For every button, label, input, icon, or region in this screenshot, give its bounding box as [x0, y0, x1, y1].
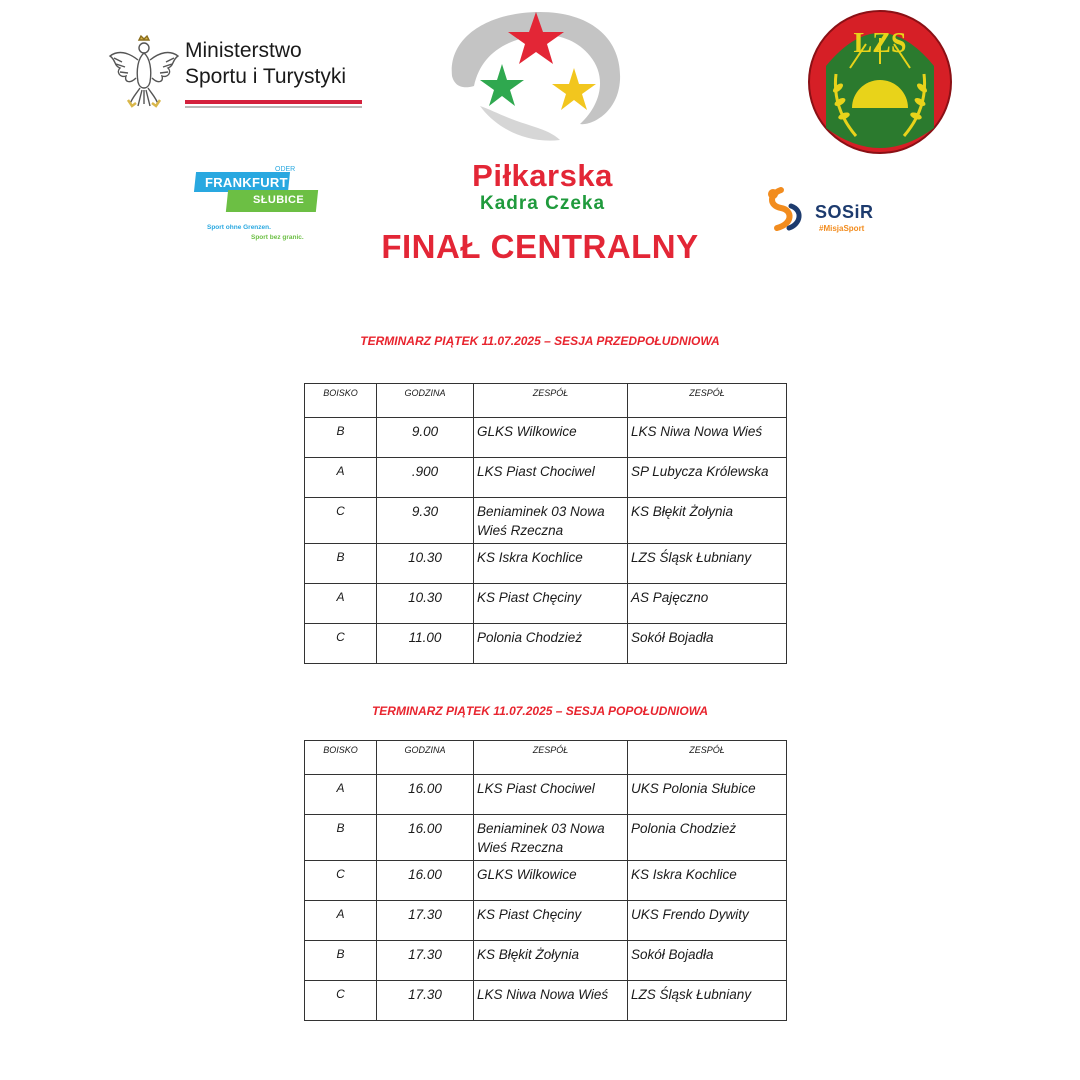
column-header-field: BOISKO [305, 741, 377, 775]
column-header-team-1: ZESPÓŁ [474, 384, 628, 418]
time-cell: 16.00 [377, 815, 474, 861]
team-1-cell: LKS Piast Chociwel [474, 775, 628, 815]
time-cell: 9.00 [377, 418, 474, 458]
time-cell: 10.30 [377, 544, 474, 584]
lzs-letters: LZS [853, 28, 907, 59]
time-cell: .900 [377, 458, 474, 498]
column-header-time: GODZINA [377, 384, 474, 418]
brand-subtitle: Kadra Czeka [479, 193, 606, 214]
team-1-cell: Beniaminek 03 Nowa Wieś Rzeczna [474, 815, 628, 861]
field-cell: C [305, 498, 377, 544]
column-header-field: BOISKO [305, 384, 377, 418]
team-2-cell: LKS Niwa Nowa Wieś [628, 418, 787, 458]
sosir-mark-icon [763, 186, 809, 234]
team-2-cell: KS Błękit Żołynia [628, 498, 787, 544]
team-2-cell: KS Iskra Kochlice [628, 861, 787, 901]
sosir-name: SOSiR [815, 202, 874, 222]
team-1-cell: KS Błękit Żołynia [474, 941, 628, 981]
ministry-line-1: Ministerstwo [185, 39, 302, 62]
team-2-cell: LZS Śląsk Łubniany [628, 981, 787, 1021]
time-cell: 10.30 [377, 584, 474, 624]
team-1-cell: GLKS Wilkowice [474, 861, 628, 901]
slogan-polish: Sport bez granic. [251, 234, 304, 241]
team-2-cell: AS Pajęczno [628, 584, 787, 624]
ministry-logo [108, 34, 368, 114]
ministry-red-line [185, 100, 362, 104]
team-2-cell: Polonia Chodzież [628, 815, 787, 861]
team-1-cell: LKS Piast Chociwel [474, 458, 628, 498]
table-row [305, 901, 787, 941]
field-cell: C [305, 981, 377, 1021]
field-cell: A [305, 775, 377, 815]
table-row [305, 981, 787, 1021]
team-1-cell: KS Piast Chęciny [474, 584, 628, 624]
table-row [305, 941, 787, 981]
team-1-cell: GLKS Wilkowice [474, 418, 628, 458]
time-cell: 17.30 [377, 981, 474, 1021]
team-1-cell: Beniaminek 03 Nowa Wieś Rzeczna [474, 498, 628, 544]
table-row [305, 544, 787, 584]
team-1-cell: KS Iskra Kochlice [474, 544, 628, 584]
field-cell: A [305, 458, 377, 498]
ministry-grey-line [185, 106, 362, 108]
table-row [305, 775, 787, 815]
table-header-row [305, 384, 787, 418]
lzs-emblem-icon [806, 8, 954, 158]
column-header-team-1: ZESPÓŁ [474, 741, 628, 775]
time-cell: 9.30 [377, 498, 474, 544]
slubice-label: SŁUBICE [253, 194, 305, 206]
time-cell: 16.00 [377, 775, 474, 815]
field-cell: A [305, 584, 377, 624]
team-2-cell: SP Lubycza Królewska [628, 458, 787, 498]
table-row [305, 418, 787, 458]
frankfurt-label: FRANKFURT [205, 175, 288, 190]
field-cell: B [305, 418, 377, 458]
team-1-cell: Polonia Chodzież [474, 624, 628, 664]
team-2-cell: Sokół Bojadła [628, 624, 787, 664]
column-header-team-2: ZESPÓŁ [628, 741, 787, 775]
ministry-name [185, 38, 346, 90]
sosir-tag: #MisjaSport [819, 224, 865, 233]
table-row [305, 624, 787, 664]
team-1-cell: KS Piast Chęciny [474, 901, 628, 941]
table-row [305, 815, 787, 861]
time-cell: 17.30 [377, 901, 474, 941]
oder-label: ODER [275, 166, 296, 173]
pilkarska-kadra-ball-logo [440, 6, 630, 166]
polish-eagle-icon [108, 34, 180, 110]
event-title: FINAŁ CENTRALNY [381, 228, 699, 265]
field-cell: B [305, 544, 377, 584]
morning-schedule-table [304, 383, 787, 664]
table-row [305, 458, 787, 498]
field-cell: A [305, 901, 377, 941]
sosir-logo [763, 186, 893, 236]
afternoon-schedule-table [304, 740, 787, 1021]
afternoon-session-title: TERMINARZ PIĄTEK 11.07.2025 – SESJA POPOŁUDNIOWA [371, 704, 709, 718]
field-cell: B [305, 815, 377, 861]
time-cell: 16.00 [377, 861, 474, 901]
time-cell: 11.00 [377, 624, 474, 664]
table-header-row [305, 741, 787, 775]
time-cell: 17.30 [377, 941, 474, 981]
table-row [305, 861, 787, 901]
column-header-time: GODZINA [377, 741, 474, 775]
team-2-cell: UKS Polonia Słubice [628, 775, 787, 815]
team-2-cell: LZS Śląsk Łubniany [628, 544, 787, 584]
team-2-cell: Sokół Bojadła [628, 941, 787, 981]
frankfurt-slubice-logo [195, 166, 325, 248]
brand-title: Piłkarska [472, 158, 613, 193]
slogan-german: Sport ohne Grenzen. [207, 224, 271, 231]
field-cell: B [305, 941, 377, 981]
morning-session-title: TERMINARZ PIĄTEK 11.07.2025 – SESJA PRZEDPOŁUDNIOWA [360, 334, 720, 348]
table-row [305, 498, 787, 544]
ministry-line-2: Sportu i Turystyki [185, 65, 347, 88]
lzs-emblem [806, 8, 954, 158]
team-2-cell: UKS Frendo Dywity [628, 901, 787, 941]
ball-stars-icon [440, 6, 630, 166]
team-1-cell: LKS Niwa Nowa Wieś [474, 981, 628, 1021]
column-header-team-2: ZESPÓŁ [628, 384, 787, 418]
field-cell: C [305, 624, 377, 664]
field-cell: C [305, 861, 377, 901]
table-row [305, 584, 787, 624]
